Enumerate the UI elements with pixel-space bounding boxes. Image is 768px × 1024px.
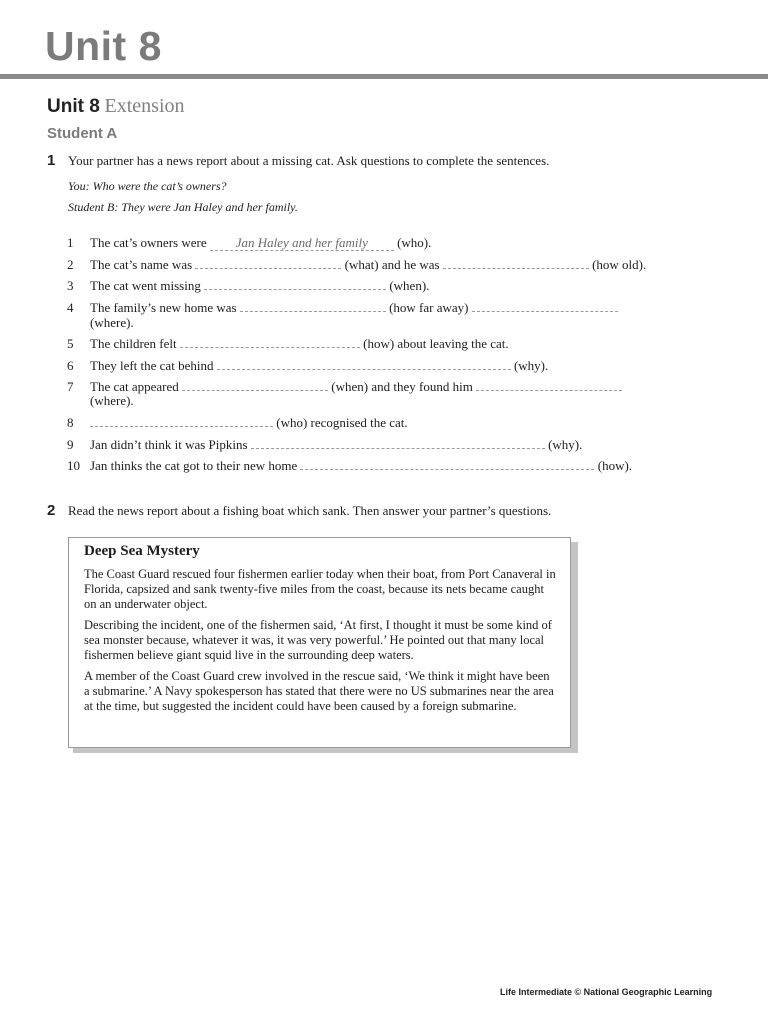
- item-number: 5: [67, 336, 74, 351]
- item-number: 2: [67, 257, 74, 272]
- answer-field[interactable]: [182, 379, 328, 391]
- item-text: (who).: [397, 235, 432, 250]
- list-item: [90, 278, 429, 293]
- item-text: (how).: [597, 458, 633, 473]
- item-number: 7: [67, 379, 74, 394]
- footer-credit: Life Intermediate © National Geographic Learning: [500, 987, 713, 997]
- section-unit-label: Unit 8: [47, 96, 100, 117]
- list-item: [90, 358, 548, 373]
- news-article: [68, 537, 571, 748]
- item-text: The cat went missing: [90, 278, 201, 293]
- item-text: (how old).: [592, 257, 647, 272]
- answer-field[interactable]: [240, 300, 386, 312]
- item-text: (how) about leaving the cat.: [363, 336, 509, 351]
- answer-field[interactable]: [300, 458, 594, 470]
- item-text: (what) and he was: [344, 257, 440, 272]
- answer-field[interactable]: [217, 358, 511, 370]
- item-text: The children felt: [90, 336, 177, 351]
- unit-title: Unit 8: [45, 23, 162, 69]
- list-item: [90, 437, 582, 452]
- item-number: 4: [67, 300, 74, 315]
- answer-field[interactable]: Jan Haley and her family: [210, 235, 394, 251]
- article-title: Deep Sea Mystery: [84, 543, 200, 559]
- item-text: The cat’s name was: [90, 257, 193, 272]
- item-number: 3: [67, 278, 74, 293]
- item-text: The family’s new home was: [90, 300, 237, 315]
- list-item: [90, 300, 618, 315]
- article-paragraph: Describing the incident, one of the fishermen said, ‘At first, I thought it must be some kind of sea monster because, whatever it was, it was very powerful.’ He pointed out that many local fishermen believe giant squid live in the surrounding deep waters.: [84, 618, 552, 662]
- header-divider: [0, 74, 768, 79]
- item-text: (how far away): [389, 300, 469, 315]
- item-number: 9: [67, 437, 74, 452]
- question-1-number: 1: [47, 152, 56, 169]
- item-text: (why).: [513, 358, 549, 373]
- item-text: (who) recognised the cat.: [276, 415, 408, 430]
- list-item: [90, 235, 431, 251]
- item-text: Jan thinks the cat got to their new home: [90, 458, 298, 473]
- list-item: [90, 257, 646, 272]
- answer-field[interactable]: [443, 257, 589, 269]
- section-heading: [47, 94, 185, 119]
- question-2-instruction: Read the news report about a fishing boat which sank. Then answer your partner’s questions.: [68, 503, 552, 518]
- list-item: [90, 336, 509, 351]
- item-text: (when).: [389, 278, 430, 293]
- item-text: The cat appeared: [90, 379, 179, 394]
- question-2-number: 2: [47, 502, 56, 519]
- example-student-b: Student B: They were Jan Haley and her family.: [68, 200, 298, 214]
- item-text: (when) and they found him: [331, 379, 473, 394]
- question-1-instruction: Your partner has a news report about a missing cat. Ask questions to complete the sentences.: [68, 153, 550, 168]
- answer-field[interactable]: [472, 300, 618, 312]
- item-text: They left the cat behind: [90, 358, 214, 373]
- answer-field[interactable]: [204, 278, 386, 290]
- item-text: (why).: [548, 437, 583, 452]
- section-extension-label: Extension: [104, 95, 185, 117]
- item-number: 10: [67, 458, 80, 473]
- answer-field[interactable]: [251, 437, 545, 449]
- item-text: Jan didn’t think it was Pipkins: [90, 437, 248, 452]
- answer-field[interactable]: [180, 336, 360, 348]
- item-number: 6: [67, 358, 74, 373]
- example-you: You: Who were the cat’s owners?: [68, 179, 227, 193]
- student-label: Student A: [47, 125, 118, 142]
- list-item: [90, 379, 622, 394]
- answer-field[interactable]: [90, 415, 273, 427]
- answer-field[interactable]: [195, 257, 341, 269]
- item-continuation: (where).: [90, 315, 134, 330]
- item-number: 1: [67, 235, 74, 250]
- list-item: [90, 415, 408, 430]
- item-text: The cat’s owners were: [90, 235, 207, 250]
- item-continuation: (where).: [90, 393, 134, 408]
- list-item: [90, 458, 632, 473]
- answer-field[interactable]: [476, 379, 622, 391]
- article-paragraph: A member of the Coast Guard crew involved in the rescue said, ‘We think it might have been a submarine.’ A Navy spokesperson has stated that there were no US submarines near the area at the time, but suggested the incident could have been caused by a foreign submarine.: [84, 669, 554, 713]
- item-number: 8: [67, 415, 74, 430]
- article-paragraph: The Coast Guard rescued four fishermen earlier today when their boat, from Port Canaveral in Florida, capsized and sank twenty-five miles from the coast, because its nets became caught on an underwater object.: [84, 567, 556, 611]
